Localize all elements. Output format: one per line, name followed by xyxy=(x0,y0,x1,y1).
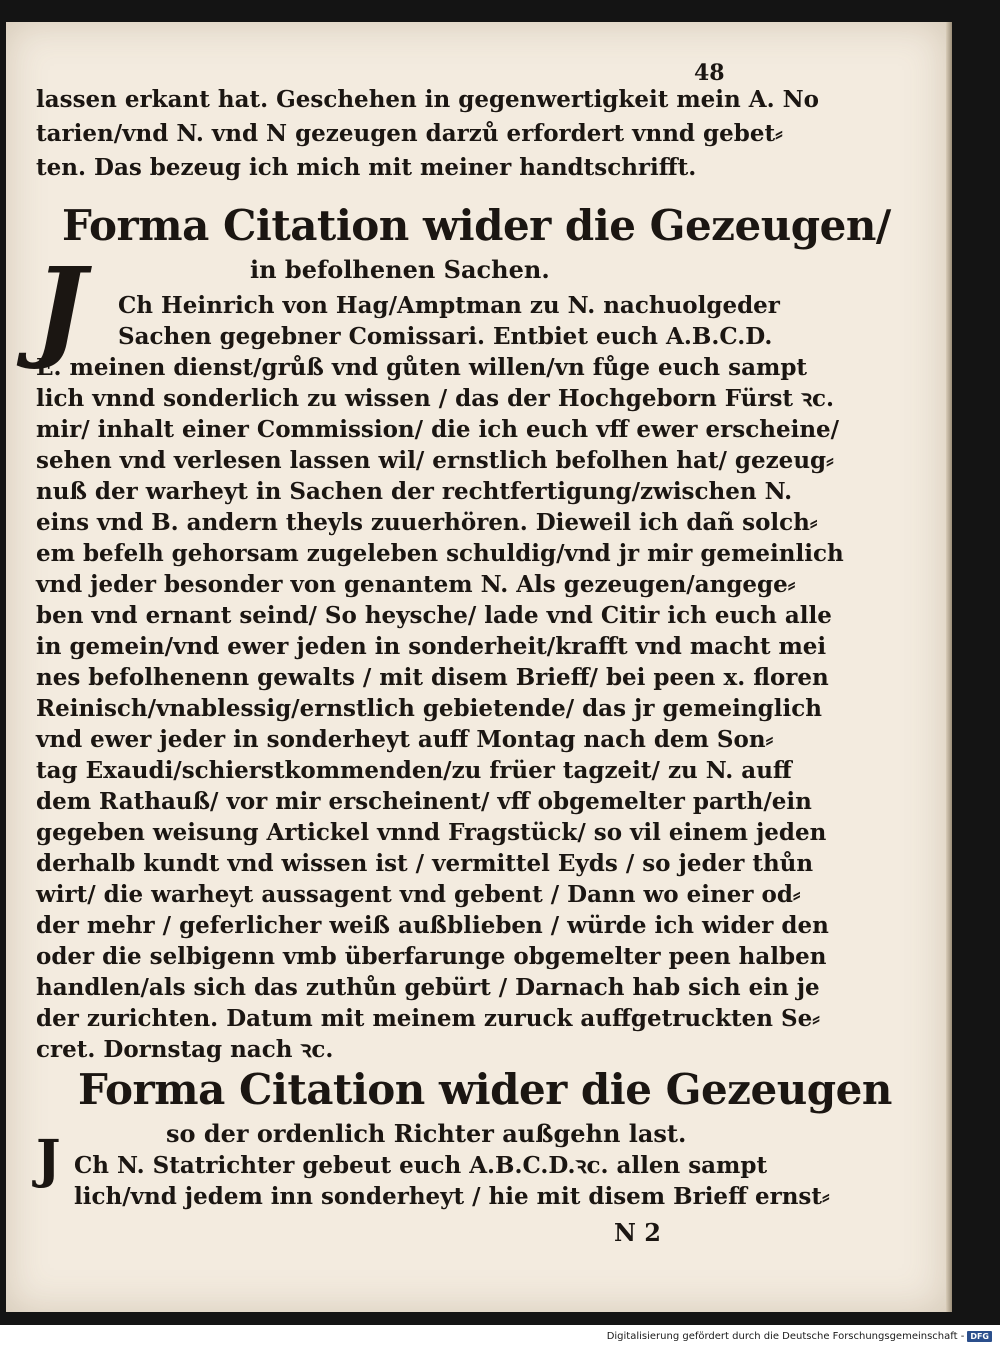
book-page xyxy=(6,22,946,1312)
signature-mark: N 2 xyxy=(614,1218,661,1247)
section-subheading: in befolhenen Sachen. xyxy=(250,255,550,284)
footer-credit xyxy=(607,1330,992,1343)
page-number: 48 xyxy=(694,60,725,86)
text-line: handlen/als sich das zuthůn gebürt / Darnach hab sich ein je xyxy=(36,974,820,1001)
text-line: tag Exaudi/schierstkommenden/zu früer tagzeit/ zu N. auff xyxy=(36,757,792,784)
text-line: lassen erkant hat. Geschehen in gegenwertigkeit mein A. No xyxy=(36,86,819,113)
text-line: der zurichten. Datum mit meinem zuruck auffgetruckten Se⸗ xyxy=(36,1005,820,1032)
page-text xyxy=(6,22,946,1312)
section-heading: Forma Citation wider die Gezeugen/ xyxy=(62,201,891,250)
initial-letter: J xyxy=(36,1129,61,1190)
text-line: Reinisch/vnablessig/ernstlich gebietende/ das jr gemeinglich xyxy=(36,695,822,722)
text-line: E. meinen dienst/grůß vnd gůten willen/vn fůge euch sampt xyxy=(36,354,808,381)
footer-text: Digitalisierung gefördert durch die Deutsche Forschungsgemeinschaft - xyxy=(606,1331,965,1342)
text-line: der mehr / geferlicher weiß außblieben / würde ich wider den xyxy=(36,912,829,939)
text-line: ten. Das bezeug ich mich mit meiner handtschrifft. xyxy=(36,154,697,181)
text-line: Sachen gegebner Comissari. Entbiet euch A.B.C.D. xyxy=(118,323,773,350)
text-line: cret. Dornstag nach ꝛc. xyxy=(36,1036,334,1063)
text-line: in gemein/vnd ewer jeden in sonderheit/krafft vnd macht mei xyxy=(36,633,827,660)
text-line: ben vnd ernant seind/ So heysche/ lade vnd Citir ich euch alle xyxy=(36,602,832,629)
text-line: em befelh gehorsam zugeleben schuldig/vnd jr mir gemeinlich xyxy=(36,540,844,567)
section-subheading: so der ordenlich Richter außgehn last. xyxy=(166,1119,687,1148)
text-line: lich vnnd sonderlich zu wissen / das der Hochgeborn Fürst ꝛc. xyxy=(36,385,834,412)
text-line: oder die selbigenn vmb überfarunge obgemelter peen halben xyxy=(36,943,827,970)
section-heading: Forma Citation wider die Gezeugen xyxy=(78,1065,892,1114)
text-line: lich/vnd jedem inn sonderheyt / hie mit disem Brieff ernst⸗ xyxy=(74,1183,830,1210)
decorated-initial: J xyxy=(34,243,87,372)
text-line: sehen vnd verlesen lassen wil/ ernstlich befolhen hat/ gezeug⸗ xyxy=(36,447,834,474)
text-line: vnd ewer jeder in sonderheyt auff Montag nach dem Son⸗ xyxy=(36,726,774,753)
text-line: Ch N. Statrichter gebeut euch A.B.C.D.ꝛc. allen sampt xyxy=(74,1152,768,1179)
text-line: gegeben weisung Artickel vnnd Fragstück/ so vil einem jeden xyxy=(36,819,827,846)
text-line: derhalb kundt vnd wissen ist / vermittel Eyds / so jeder thůn xyxy=(36,850,814,877)
page-edge xyxy=(946,22,952,1312)
text-line: eins vnd B. andern theyls zuuerhören. Dieweil ich dañ solch⸗ xyxy=(36,509,818,536)
text-line: tarien/vnd N. vnd N gezeugen darzů erfordert vnnd gebet⸗ xyxy=(36,120,783,147)
text-line: mir/ inhalt einer Commission/ die ich euch vff ewer erscheine/ xyxy=(36,416,840,443)
text-line: vnd jeder besonder von genantem N. Als gezeugen/angege⸗ xyxy=(36,571,796,598)
text-line: wirt/ die warheyt aussagent vnd gebent / Dann wo einer od⸗ xyxy=(36,881,801,908)
dfg-logo: DFG xyxy=(967,1331,992,1342)
text-line: Ch Heinrich von Hag/Amptman zu N. nachuolgeder xyxy=(118,292,780,319)
text-line: nuß der warheyt in Sachen der rechtfertigung/zwischen N. xyxy=(36,478,793,505)
text-line: nes befolhenenn gewalts / mit disem Brieff/ bei peen x. floren xyxy=(36,664,829,691)
text-line: dem Rathauß/ vor mir erscheinent/ vff obgemelter parth/ein xyxy=(36,788,812,815)
